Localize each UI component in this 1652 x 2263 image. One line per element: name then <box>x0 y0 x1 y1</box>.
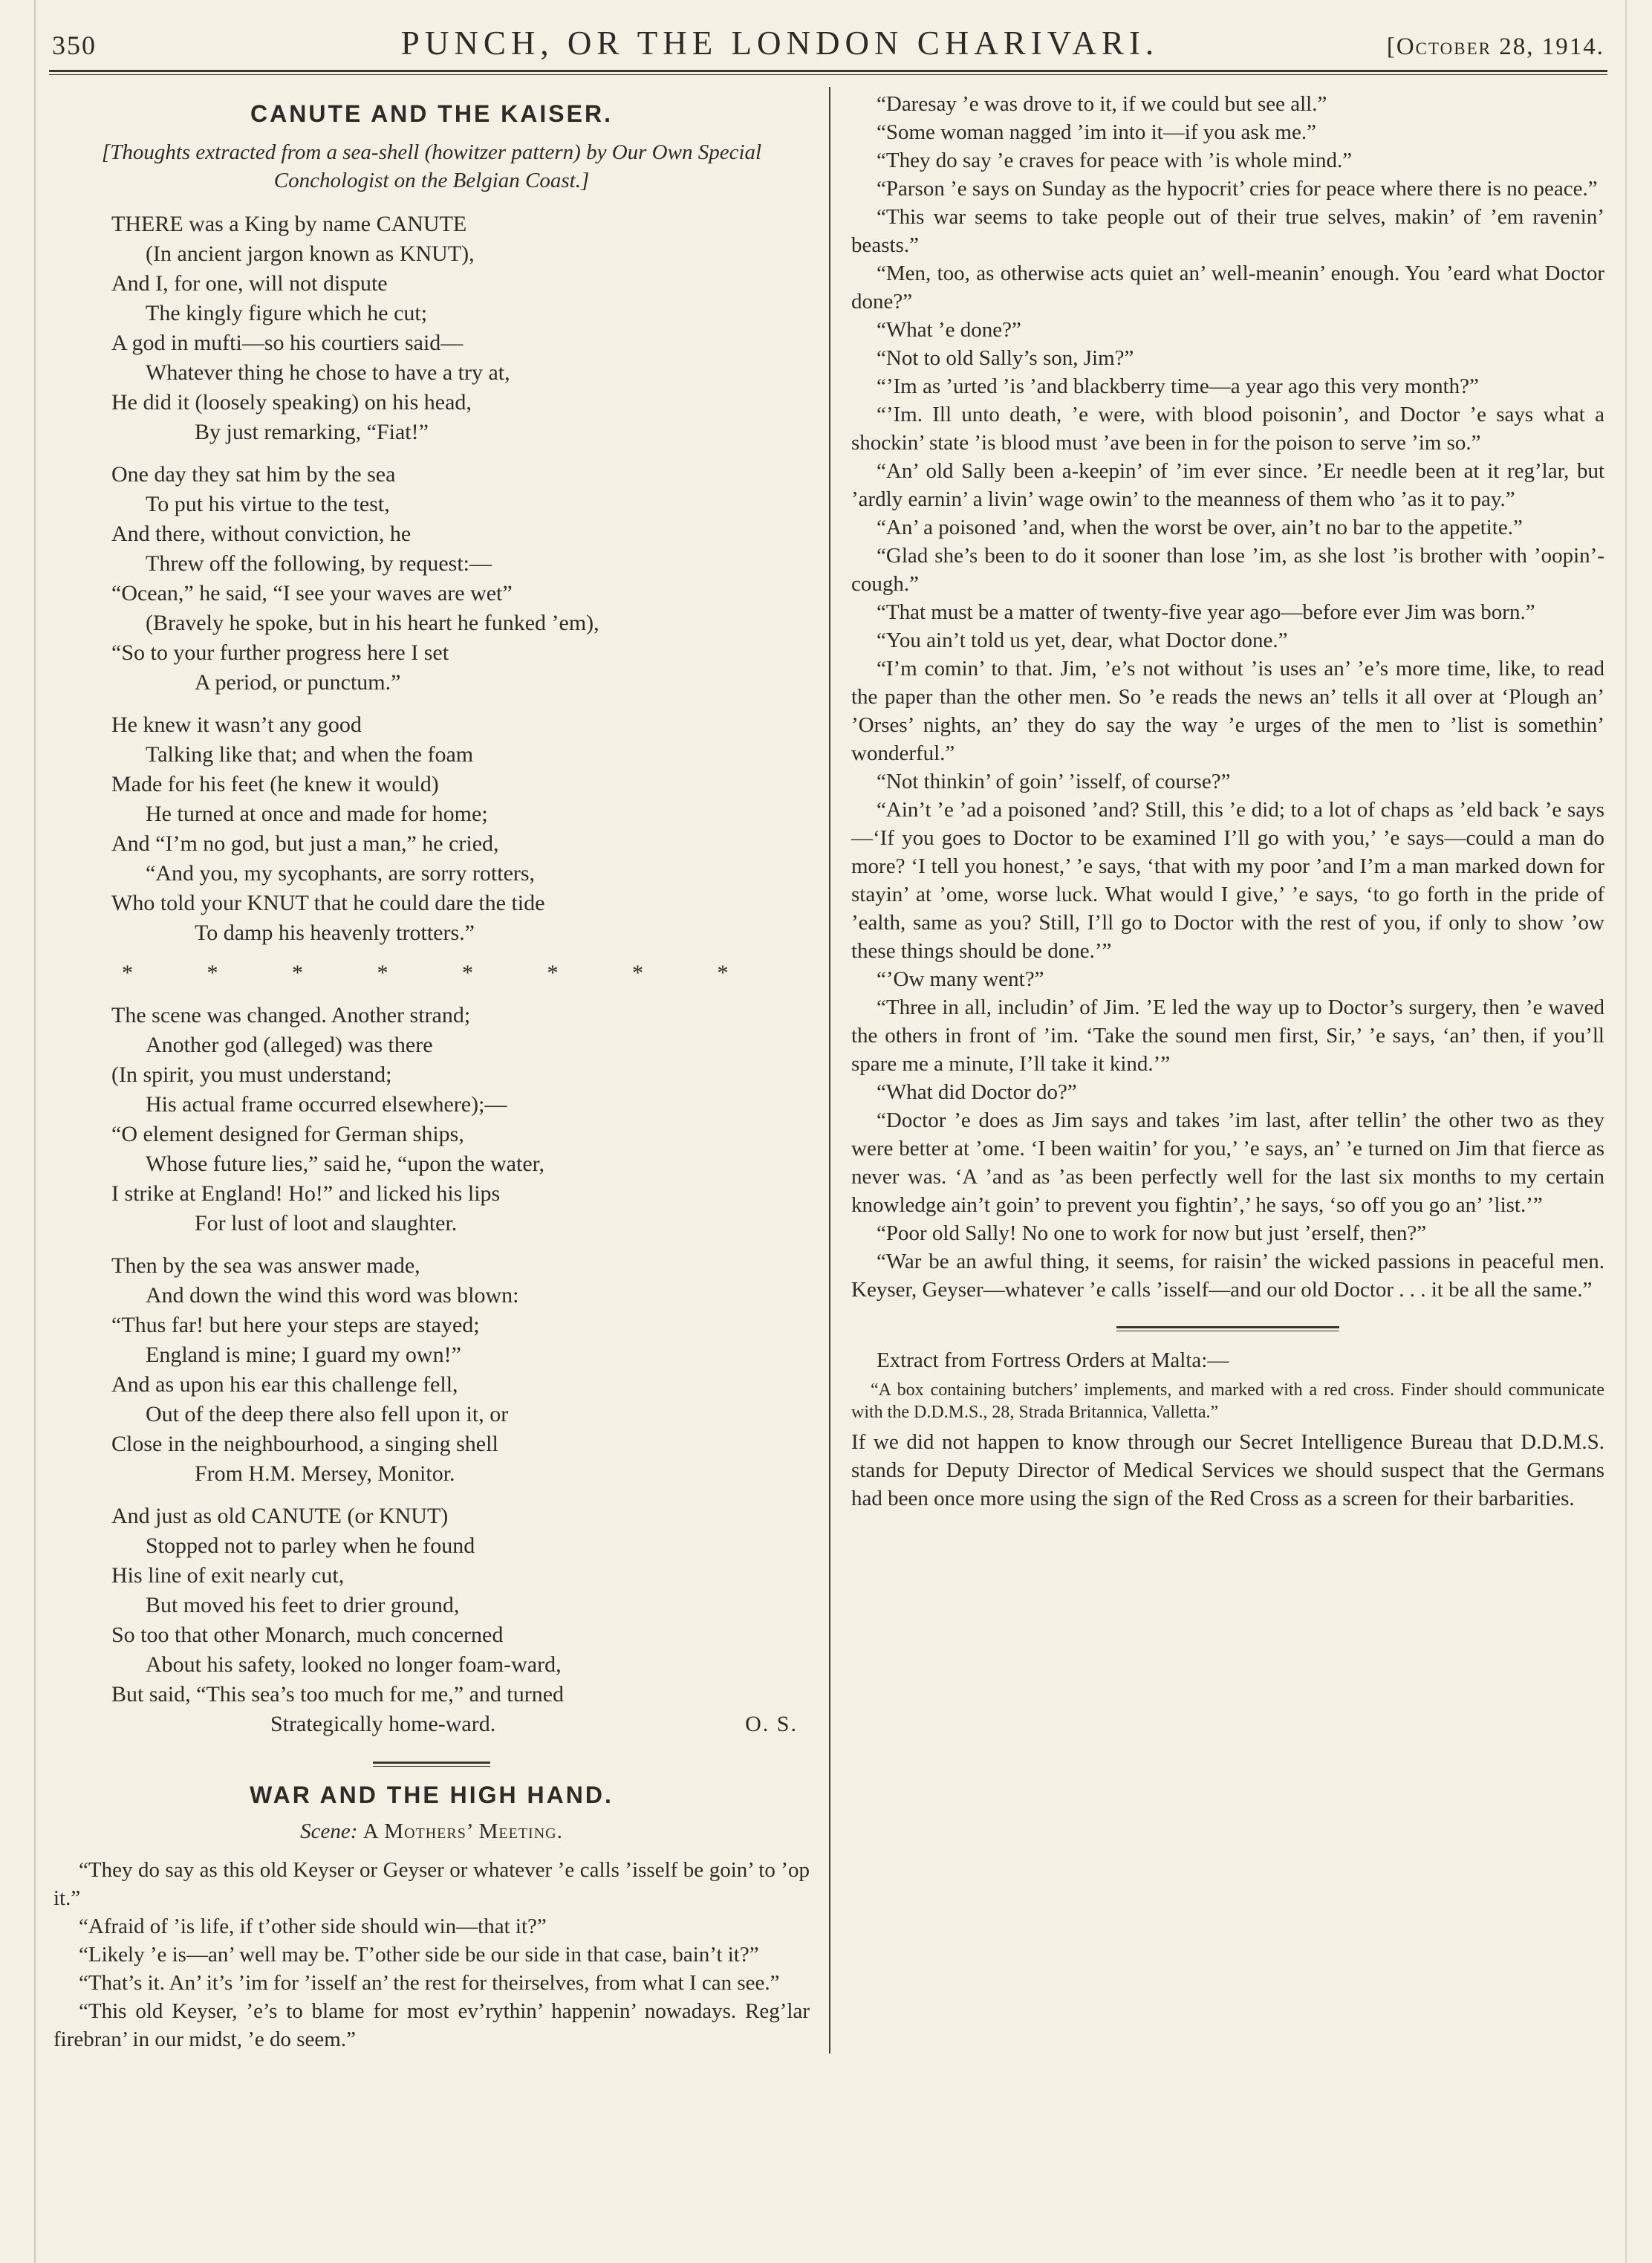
page-number: 350 <box>52 30 97 60</box>
article-title-canute: CANUTE AND THE KAISER. <box>250 100 613 127</box>
poem-line: From H.M. Mersey, Monitor. <box>195 1461 455 1486</box>
dialogue-paragraph: “’Im as ’urted ’is ’and blackberry time—a year ago this very month?” <box>877 374 1479 398</box>
dialogue-paragraph: “That must be a matter of twenty-five year ago—before ever Jim was born.” <box>877 600 1535 624</box>
poem-line: The scene was changed. Another strand; <box>111 1003 471 1027</box>
dialogue-paragraph: “Likely ’e is—an’ well may be. T’other side be our side in that case, bain’t it?” <box>79 1943 759 1967</box>
poem-line: “So to your further progress here I set <box>111 640 449 665</box>
dialogue-paragraph: “Men, too, as otherwise acts quiet an’ well-meanin’ enough. You ’eard what Doctor done?” <box>851 262 1604 314</box>
dialogue-paragraph: “Parson ’e says on Sunday as the hypocrit’ cries for peace where there is no peace.” <box>877 177 1598 201</box>
dialogue-paragraph: “You ain’t told us yet, dear, what Doctor done.” <box>877 629 1288 652</box>
poem-subtitle: [Thoughts extracted from a sea-shell (howitzer pattern) by Our Own Special Conchologist on the Belgian Coast.] <box>101 140 762 192</box>
left-column <box>48 87 829 2053</box>
poem-line: A period, or punctum.” <box>195 670 401 695</box>
extract-quote: “A box containing butchers’ implements, and marked with a red cross. Finder should communicate with the D.D.M.S., 28, Strada Britannica, Valletta.” <box>851 1380 1604 1422</box>
poem-line: For lust of loot and slaughter. <box>195 1211 458 1236</box>
poem-line: And “I’m no god, but just a man,” he cried, <box>111 831 499 856</box>
poem-line: Whose future lies,” said he, “upon the water, <box>146 1152 544 1176</box>
poem-line: I strike at England! Ho!” and licked his lips <box>111 1181 501 1206</box>
page-header <box>48 18 1609 70</box>
poem-final-text: Strategically home-ward. <box>270 1712 496 1736</box>
article-title-war: WAR AND THE HIGH HAND. <box>250 1782 614 1808</box>
header-rule <box>49 70 1607 75</box>
dialogue-paragraph: “Not thinkin’ of goin’ ’isself, of course?” <box>877 770 1231 793</box>
dialogue-paragraph: “Daresay ’e was drove to it, if we could but see all.” <box>877 92 1327 116</box>
poem-line: Threw off the following, by request:— <box>146 551 492 576</box>
dialogue-paragraphs-left <box>53 1856 810 2053</box>
dialogue-paragraph: “An’ old Sally been a-keepin’ of ’im ever since. ’Er needle been at it reg’lar, but ’ardly earnin’ a livin’ wage owin’ to the meanness of them who ’as it to pay.” <box>851 459 1604 511</box>
poem-body <box>53 210 810 1710</box>
poem-line: Out of the deep there also fell upon it, or <box>146 1402 509 1426</box>
extract-divider <box>1116 1326 1339 1331</box>
dialogue-paragraph: “’Ow many went?” <box>877 967 1044 991</box>
dialogue-paragraph: “Three in all, includin’ of Jim. ’E led the way up to Doctor’s surgery, then ’e waved the others in front of ’im. ‘Take the sound men first, Sir,’ ’e says, ‘an’ then, if you’ll spare me a minute, I’ll take it kind.’” <box>851 996 1604 1076</box>
poem-line: About his safety, looked no longer foam-ward, <box>146 1652 562 1677</box>
poem-line: England is mine; I guard my own!” <box>146 1342 461 1367</box>
poem-line: And I, for one, will not dispute <box>111 271 388 296</box>
two-column-layout <box>48 87 1609 2053</box>
poem-last-line <box>53 1710 810 1739</box>
poem-line: One day they sat him by the sea <box>111 462 396 487</box>
poem-signature: O. S. <box>745 1712 798 1736</box>
dialogue-paragraphs-right <box>851 90 1604 1304</box>
dialogue-paragraph: “That’s it. An’ it’s ’im for ’isself an’ the rest for theirselves, from what I can see.” <box>79 1971 780 1995</box>
scene-value: A Mothers’ Meeting. <box>362 1819 563 1843</box>
poem-line: To damp his heavenly trotters.” <box>195 921 475 945</box>
poem-line: But moved his feet to drier ground, <box>146 1593 460 1617</box>
dialogue-paragraph: “Poor old Sally! No one to work for now but just ’erself, then?” <box>877 1221 1427 1245</box>
poem-line: But said, “This sea’s too much for me,” and turned <box>111 1682 565 1707</box>
extract-intro: Extract from Fortress Orders at Malta:— <box>877 1348 1229 1372</box>
poem-line: Whatever thing he chose to have a try at, <box>146 360 510 385</box>
poem-line: Talking like that; and when the foam <box>146 742 474 767</box>
dialogue-paragraph: “’Im. Ill unto death, ’e were, with blood poisonin’, and Doctor ’e says what a shockin’ state ’is blood must ’ave been in for the poison to serve ’im so.” <box>851 403 1604 455</box>
dialogue-paragraph: “War be an awful thing, it seems, for raisin’ the wicked passions in peaceful men. Keyser, Geyser—whatever ’e calls ’isself—and our old Doctor . . . it be all the same.” <box>851 1250 1604 1302</box>
poem-line: His line of exit nearly cut, <box>111 1563 345 1588</box>
dialogue-paragraph: “They do say ’e craves for peace with ’is whole mind.” <box>877 149 1353 172</box>
poem-line: His actual frame occurred elsewhere);— <box>146 1092 507 1117</box>
poem-line: Then by the sea was answer made, <box>111 1253 420 1278</box>
poem-line: “And you, my sycophants, are sorry rotters, <box>146 861 536 886</box>
poem-line: (In ancient jargon known as KNUT), <box>146 241 475 266</box>
dialogue-paragraph: “This old Keyser, ’e’s to blame for most ev’rythin’ happenin’ nowadays. Reg’lar firebran’ in our midst, ’e do seem.” <box>53 1999 810 2051</box>
poem-line: The kingly figure which he cut; <box>146 301 428 325</box>
poem-line: * * * * * * * * <box>122 961 729 985</box>
poem-line: And there, without conviction, he <box>111 522 412 546</box>
poem-line: And down the wind this word was blown: <box>146 1283 519 1308</box>
issue-date: [October 28, 1914. <box>1386 33 1604 60</box>
poem-line: And as upon his ear this challenge fell, <box>111 1372 458 1397</box>
section-divider <box>373 1762 490 1767</box>
scene-line <box>53 1819 810 1844</box>
page-title: PUNCH, OR THE LONDON CHARIVARI. <box>400 25 1160 62</box>
dialogue-paragraph: “Not to old Sally’s son, Jim?” <box>877 346 1134 370</box>
poem-line: Close in the neighbourhood, a singing shell <box>111 1432 498 1456</box>
poem-line: THERE was a King by name CANUTE <box>111 212 467 236</box>
dialogue-paragraph: “An’ a poisoned ’and, when the worst be over, ain’t no bar to the appetite.” <box>877 516 1523 539</box>
poem-line: “O element designed for German ships, <box>111 1122 464 1146</box>
dialogue-paragraph: “Glad she’s been to do it sooner than lose ’im, as she lost ’is brother with ’oopin’-cough.” <box>851 544 1604 596</box>
poem-line: A god in mufti—so his courtiers said— <box>111 331 464 355</box>
poem-line: “Thus far! but here your steps are stayed; <box>111 1313 480 1337</box>
dialogue-paragraph: “They do say as this old Keyser or Geyser or whatever ’e calls ’isself be goin’ to ’op it.” <box>53 1858 810 1910</box>
poem-line: (Bravely he spoke, but in his heart he funked ’em), <box>146 611 599 635</box>
extract-comment: If we did not happen to know through our Secret Intelligence Bureau that D.D.M.S. stands for Deputy Director of Medical Services we should suspect that the Germans had been once more using the sign of the Red Cross as a screen for their barbarities. <box>851 1430 1604 1510</box>
poem-line: Made for his feet (he knew it would) <box>111 772 439 796</box>
poem-line: Stopped not to parley when he found <box>146 1533 475 1558</box>
poem-line: Who told your KNUT that he could dare the tide <box>111 891 545 915</box>
dialogue-paragraph: “What did Doctor do?” <box>877 1080 1077 1104</box>
poem-line: So too that other Monarch, much concerned <box>111 1623 504 1647</box>
poem-line: And just as old CANUTE (or KNUT) <box>111 1504 449 1528</box>
dialogue-paragraph: “Ain’t ’e ’ad a poisoned ’and? Still, this ’e did; to a lot of chaps as ’eld back ’e says—‘If you goes to Doctor to be examined I’ll go with you,’ ’e says—could a man do more? ‘I tell you honest,’ ’e says, ‘that with my poor ’and I’m a man marked down for stayin’ at ’ome, worse luck. What would I give,’ ’e says, ‘to go forth in the pride of ’ealth, same as you? Still, I’ll go to Doctor with the rest of you, if only to show ’ow these things should be done.’” <box>851 798 1604 963</box>
dialogue-paragraph: “What ’e done?” <box>877 318 1021 342</box>
poem-line: By just remarking, “Fiat!” <box>195 420 429 444</box>
dialogue-paragraph: “Doctor ’e does as Jim says and takes ’im last, after tellin’ the other two as they were better at ’ome. ‘I been waitin’ for you,’ ’e says, an’ ’e turned on Jim that fierce as never was. ‘A ’and as ’as been perfectly well for the last six months to my certain knowledge ain’t goin’ to prevent you fightin’,’ he says, ‘so off you go an’ ’list.’” <box>851 1108 1604 1217</box>
scene-label: Scene: <box>300 1819 358 1843</box>
poem-line: (In spirit, you must understand; <box>111 1062 392 1087</box>
poem-line: “Ocean,” he said, “I see your waves are wet” <box>111 581 513 605</box>
dialogue-paragraph: “Some woman nagged ’im into it—if you ask me.” <box>877 120 1316 144</box>
poem-line: He knew it wasn’t any good <box>111 712 362 737</box>
right-column <box>830 87 1609 2053</box>
poem-line: Another god (alleged) was there <box>146 1033 433 1057</box>
poem-line: He turned at once and made for home; <box>146 802 488 826</box>
poem-line: To put his virtue to the test, <box>146 492 390 516</box>
dialogue-paragraph: “I’m comin’ to that. Jim, ’e’s not without ’is uses an’ ’e’s more time, like, to read the paper than the other men. So ’e reads the news an’ tells it all over at ‘Plough an’ ’Orses’ nights, an’ they do say the way ’e urges of the men to ’list is somethin’ wonderful.” <box>851 657 1604 765</box>
dialogue-paragraph: “Afraid of ’is life, if t’other side should win—that it?” <box>79 1915 547 1938</box>
poem-line: He did it (loosely speaking) on his head, <box>111 390 472 415</box>
dialogue-paragraph: “This war seems to take people out of their true selves, makin’ of ’em ravenin’ beasts.” <box>851 205 1604 257</box>
